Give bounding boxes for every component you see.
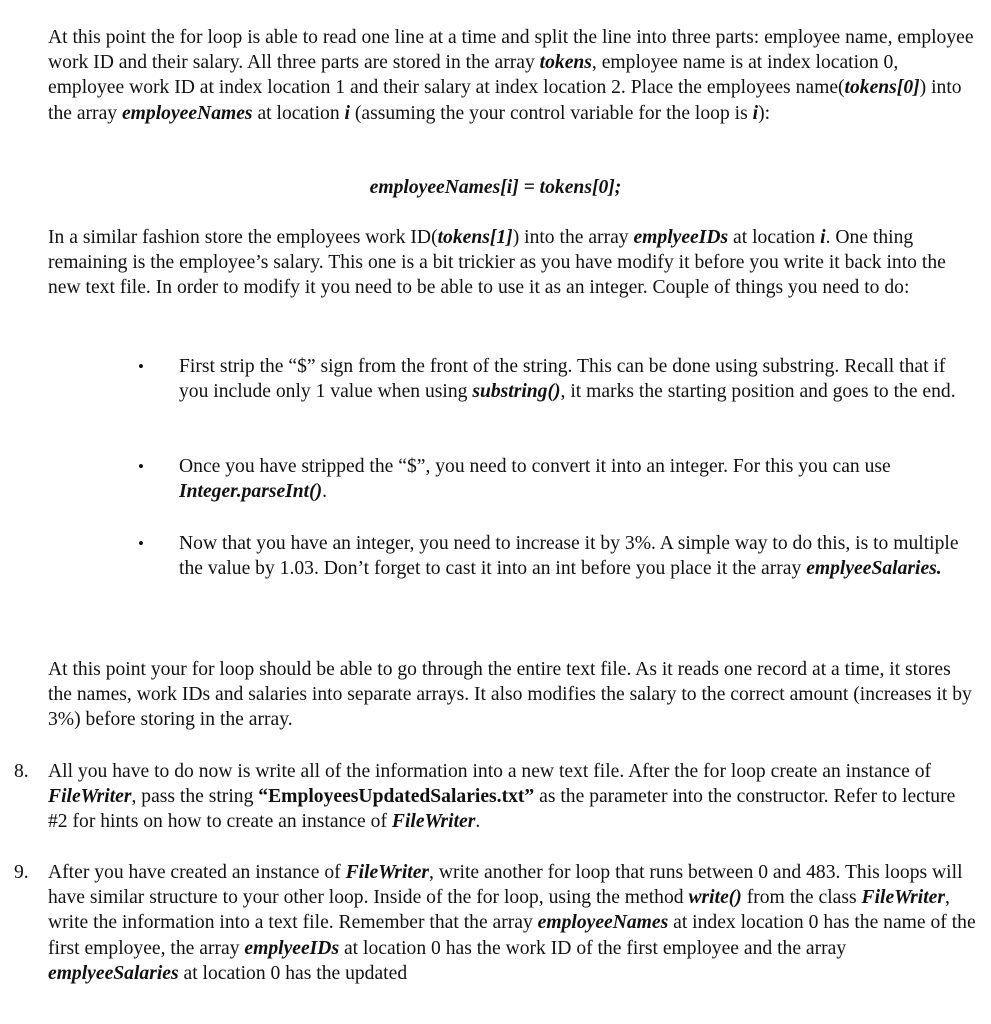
code-equation: employeeNames[i] = tokens[0]; [369, 177, 622, 198]
item-number: 9. [14, 862, 29, 883]
paragraph-summary: At this point your for loop should be able to go through the entire text file. As it reads one record at a time, it stores the names, work IDs and salaries into separate arrays. It also modifies the salary to the correct amount (increases it by 3%) before storing in the array. [48, 659, 972, 731]
text-span: . [322, 481, 328, 503]
text-span: First strip the “$” sign from the front of the string. This can be done using substring. Recall that if you include only 1 value when using [179, 356, 946, 403]
text-span: (assuming the your control variable for the loop is [349, 102, 753, 124]
code-term-write: write() [688, 887, 742, 909]
code-term-i: i [820, 227, 826, 248]
paragraph-work-id-explanation [48, 225, 976, 301]
code-term-filewriter: FileWriter [345, 862, 430, 883]
code-term-parse-int: Integer.parseInt() [179, 481, 323, 503]
text-span: , write the information into a text file. Remember that the array [48, 887, 950, 934]
code-term-emplyee-ids: emplyeeIDs [244, 937, 340, 959]
text-span: as the parameter into the constructor. Refer to lecture #2 for hints on how to create an instance of [48, 786, 956, 833]
code-term-emplyee-salaries: emplyeeSalaries. [806, 558, 942, 580]
code-term-i: i [752, 102, 759, 124]
text-span: at location 0 has the work ID of the first employee and the array [339, 937, 847, 959]
code-term-filewriter: FileWriter [48, 786, 132, 808]
bullet-icon: • [138, 457, 144, 476]
text-span: , it marks the starting position and goes to the end. [560, 381, 956, 403]
text-span: ): [758, 102, 771, 124]
filename-string: “EmployeesUpdatedSalaries.txt” [258, 786, 535, 808]
paragraph-tokens-explanation [48, 25, 976, 126]
code-term-filewriter: FileWriter [861, 887, 945, 909]
text-span: After you have created an instance of [48, 862, 346, 883]
code-term-emplyee-salaries: emplyeeSalaries [48, 962, 179, 984]
text-span: ) into the array [48, 77, 962, 124]
code-term-tokens: tokens [539, 52, 592, 74]
text-span: at location [728, 227, 821, 248]
text-span: . [475, 811, 481, 833]
text-span: at location 0 has the updated [178, 962, 408, 984]
code-term-emplyee-ids: emplyeeIDs [633, 227, 729, 248]
text-span: . One thing remaining is the employee’s salary. This one is a bit trickier as you have modify it before you write it back into the new text file. In order to modify it you need to be able to use it as an integer. Couple of things you need to do: [48, 227, 946, 299]
text-span: In a similar fashion store the employees work ID( [48, 227, 438, 248]
bullet-text [179, 531, 979, 581]
bullet-icon: • [138, 357, 144, 376]
code-term-employee-names: employeeNames [121, 102, 253, 124]
code-term-tokens-0: tokens[0] [844, 77, 920, 99]
item-text [48, 860, 978, 986]
text-span: , pass the string [131, 786, 259, 808]
item-text [48, 759, 978, 835]
code-term-substring: substring() [472, 381, 561, 403]
text-span: at location [252, 102, 345, 124]
code-term-i: i [344, 102, 350, 124]
bullet-text [179, 354, 979, 404]
item-number: 8. [14, 761, 29, 782]
bullet-text [179, 454, 979, 504]
code-term-filewriter: FileWriter [391, 811, 476, 833]
text-span: at index location 0 has the name of the first employee, the array [48, 912, 976, 959]
text-span: , employee name is at index location 0, employee work ID at index location 1 and their salary at index location 2. Place the employees name( [48, 52, 899, 99]
code-term-employee-names: employeeNames [537, 912, 669, 934]
text-span: from the class [741, 887, 862, 909]
text-span: Now that you have an integer, you need to increase it by 3%. A simple way to do this, is to multiple the value by 1.03. Don’t forget to cast it into an int before you place it the array [179, 533, 959, 580]
text-span: Once you have stripped the “$”, you need to convert it into an integer. For this you can use [179, 456, 891, 477]
text-span: , write another for loop that runs between 0 and 483. This loops will have similar structure to your other loop. Inside of the for loop, using the method [48, 862, 963, 909]
bullet-icon: • [138, 534, 144, 553]
text-span: ) into the array [512, 227, 634, 248]
text-span: All you have to do now is write all of the information into a new text file. After the for loop create an instance of [48, 761, 932, 782]
code-term-tokens-1: tokens[1] [437, 227, 513, 248]
text-span: At this point the for loop is able to read one line at a time and split the line into three parts: employee name, employee work ID and their salary. All three parts are stored in the array [48, 27, 974, 74]
